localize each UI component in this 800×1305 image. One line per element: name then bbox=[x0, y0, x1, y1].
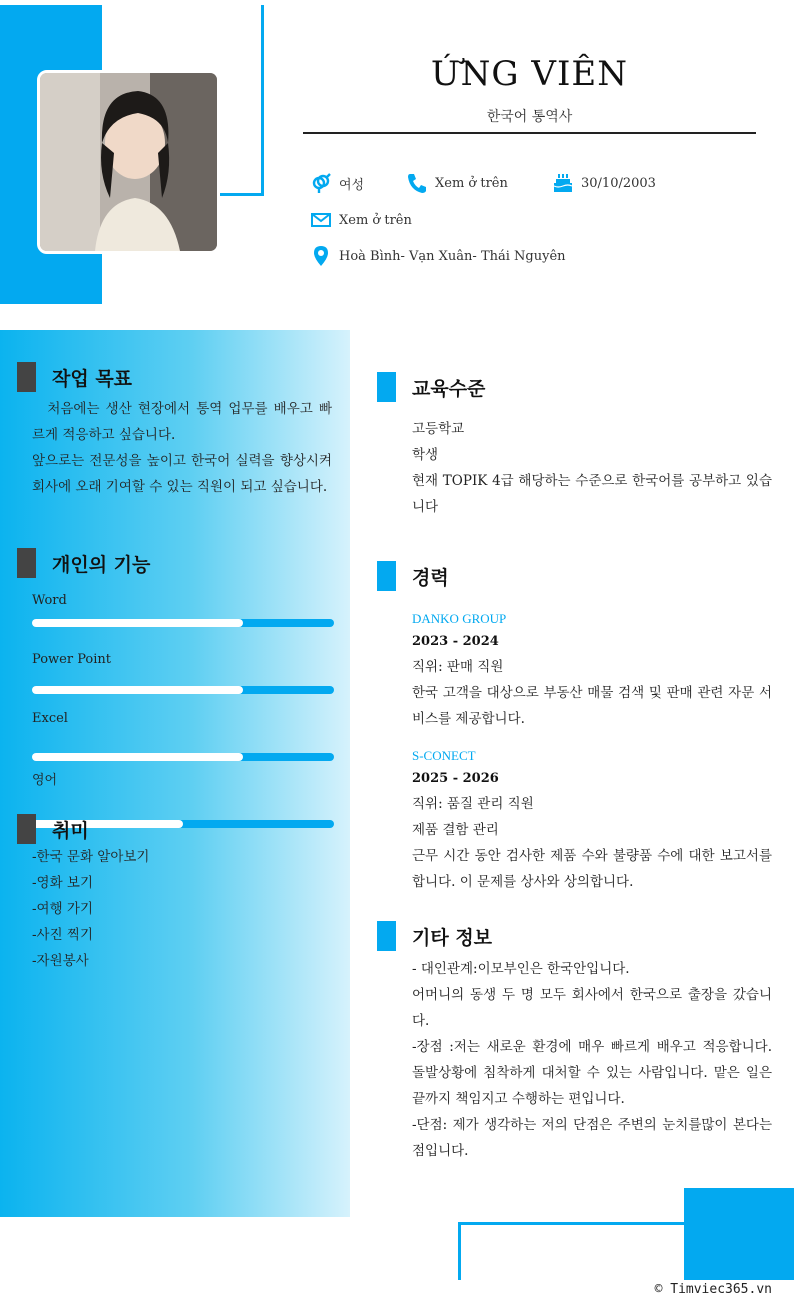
other-info-title: 기타 정보 bbox=[412, 926, 493, 949]
hobby-item: -여행 가기 bbox=[32, 901, 94, 917]
other-info-heading bbox=[377, 921, 492, 951]
skill-bar-fill bbox=[32, 686, 243, 694]
skill-bar bbox=[32, 619, 334, 627]
skill-bar bbox=[32, 753, 334, 761]
birthday-cake-icon bbox=[552, 172, 574, 194]
phone-value: Xem ở trên bbox=[435, 175, 508, 191]
address-value: Hoà Bình- Vạn Xuân- Thái Nguyên bbox=[339, 248, 566, 264]
objective-heading bbox=[17, 362, 132, 392]
objective-line: 처음에는 생산 현장에서 통역 업무를 배우고 빠르게 적응하고 싶습니다. bbox=[32, 401, 332, 443]
gender-value: 여성 bbox=[339, 177, 365, 193]
skill-label: Power Point bbox=[32, 652, 112, 667]
location-pin-icon bbox=[310, 245, 332, 267]
skill-bar bbox=[32, 686, 334, 694]
education-title: 교육수준 bbox=[412, 377, 486, 400]
education-content bbox=[412, 416, 772, 520]
skills-heading bbox=[17, 548, 150, 578]
heading-marker bbox=[377, 921, 396, 951]
hobby-item: -사진 찍기 bbox=[32, 927, 94, 943]
hobby-item: -자원봉사 bbox=[32, 953, 89, 969]
objective-title: 작업 목표 bbox=[52, 367, 133, 390]
job-duty: 제품 결함 관리 bbox=[412, 822, 499, 838]
address-info bbox=[310, 245, 566, 267]
email-icon bbox=[310, 209, 332, 231]
job-company: S-CONECT bbox=[412, 748, 476, 763]
job-years: 2023 - 2024 bbox=[412, 634, 499, 649]
phone-icon bbox=[406, 172, 428, 194]
email-info bbox=[310, 209, 412, 231]
job-company: DANKO GROUP bbox=[412, 611, 507, 626]
skill-bar-fill bbox=[32, 619, 243, 627]
skills-title: 개인의 기능 bbox=[52, 553, 151, 576]
other-info-paragraph: -장점 :저는 새로운 환경에 매우 빠르게 배우고 적응합니다. 돌발상황에 침착하게 대처할 수 있는 사람입니다. 맡은 일은 끝까지 책임지고 수행하는 편입니다. bbox=[412, 1039, 772, 1107]
profile-photo-illustration bbox=[40, 73, 217, 251]
gender-info bbox=[310, 172, 364, 194]
heading-marker bbox=[17, 362, 36, 392]
job-description: 근무 시간 동안 검사한 제품 수와 불량품 수에 대한 보고서를 합니다. 이 문제를 상사와 상의합니다. bbox=[412, 848, 772, 890]
heading-marker bbox=[377, 372, 396, 402]
experience-heading bbox=[377, 561, 449, 591]
profile-photo bbox=[37, 70, 220, 254]
birthday-value: 30/10/2003 bbox=[581, 175, 656, 191]
bottom-decoration-frame bbox=[458, 1222, 686, 1280]
hobbies-heading bbox=[17, 814, 89, 844]
other-info-paragraph: - 대인관계:이모부인은 한국안입니다. bbox=[412, 961, 630, 977]
education-note: 현재 TOPIK 4급 해당하는 수준으로 한국어를 공부하고 있습니다 bbox=[412, 473, 772, 515]
skill-label: Excel bbox=[32, 711, 68, 726]
header-divider bbox=[303, 132, 756, 134]
skill-label: 영어 bbox=[32, 773, 58, 788]
other-info-content bbox=[412, 956, 772, 1164]
other-info-paragraph: 어머니의 동생 두 명 모두 회사에서 한국으로 출장을 갔습니다. bbox=[412, 987, 772, 1029]
gender-icon bbox=[310, 172, 332, 194]
objective-text bbox=[32, 396, 332, 500]
hobbies-list bbox=[32, 844, 149, 974]
education-heading bbox=[377, 372, 485, 402]
hobby-item: -영화 보기 bbox=[32, 875, 94, 891]
skill-label: Word bbox=[32, 593, 67, 608]
heading-marker bbox=[377, 561, 396, 591]
job-position: 직위: 판매 직원 bbox=[412, 659, 504, 675]
skill-bar-fill bbox=[32, 753, 243, 761]
hobbies-title: 취미 bbox=[52, 819, 89, 842]
phone-info bbox=[406, 172, 508, 194]
footer-credit: © Timviec365.vn bbox=[654, 1282, 772, 1297]
heading-marker bbox=[17, 548, 36, 578]
bottom-decoration-block bbox=[684, 1188, 794, 1280]
education-status: 학생 bbox=[412, 447, 439, 463]
experience-title: 경력 bbox=[412, 566, 449, 589]
job-title: 한국어 통역사 bbox=[486, 109, 573, 125]
top-decoration-frame bbox=[220, 5, 264, 196]
hobby-item: -한국 문화 알아보기 bbox=[32, 849, 150, 865]
job-description: 한국 고객을 대상으로 부동산 매물 검색 및 판매 관련 자문 서비스를 제공합니다. bbox=[412, 685, 772, 727]
job-position: 직위: 품질 관리 직원 bbox=[412, 796, 534, 812]
birthday-info bbox=[552, 172, 656, 194]
experience-job bbox=[412, 745, 772, 895]
candidate-name: ỨNG VIÊN bbox=[431, 54, 628, 94]
education-school: 고등학교 bbox=[412, 421, 465, 437]
heading-marker bbox=[17, 814, 36, 844]
job-years: 2025 - 2026 bbox=[412, 771, 499, 786]
other-info-paragraph: -단점: 제가 생각하는 저의 단점은 주변의 눈치를많이 본다는 점입니다. bbox=[412, 1117, 772, 1159]
objective-line: 앞으로는 전문성을 높이고 한국어 실력을 향상시켜 회사에 오래 기여할 수 있는 직원이 되고 싶습니다. bbox=[32, 453, 332, 495]
email-value: Xem ở trên bbox=[339, 212, 412, 228]
experience-job bbox=[412, 608, 772, 732]
